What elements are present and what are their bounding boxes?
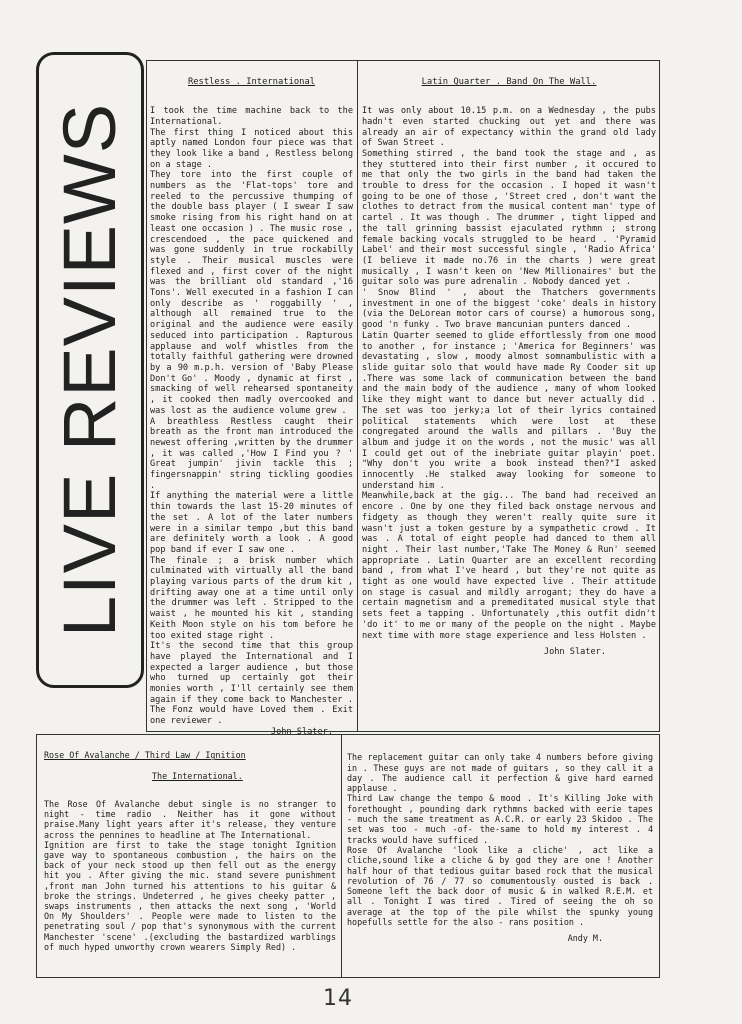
review-rose-body: The Rose Of Avalanche debut single is no stranger to night - time radio . Neither has it gone without praise.Many light years after it's release, they venture across the pennines to headline at The International. Ignition are first to take the stage tonight Ignition gave way to spontaneous combustion , the hairs on the back of your neck stood up then fell out as the energy hit you . After giving the mic. stand severe punishment ,front man John turned his attentions to his guitar & broke the strings. Undeterred , he gives cheeky patter , swaps instruments , then attacks the next song , 'World On My Shoulders' . People were made to listen to the penetrating soul / pop that's synonymous with the current Manchester 'scene' .(excluding the bastardized warblings of much hyped unworthy crown wearers Simply Red) . xyxy=(44,799,336,952)
review-rose-part-two xyxy=(347,742,653,974)
review-restless-title: Restless . International xyxy=(187,76,316,87)
live-reviews-label: LIVE REVIEWS xyxy=(48,102,131,638)
review-restless-body: I took the time machine back to the International. The first thing I noticed about this aptly named London four piece was that they look like a band , Restless belong on a stage . They tore into the first couple of numbers as the 'Flat-tops' tore and reeled to the percussive thumping of the double bass player ( I swear I saw smoke rising from his right hand on at least one occasion ) . The music rose , crescendoed , the pace quickened and was gone suddenly in true rockabilly style . Their musical muscles were flexed and , first cover of the night was the brilliant old standard ,'16 Tons'. Well executed in a fashion I can only describe as ' roggabilly ' , although all remained true to the original and the audience were easily seduced into participation . Rapturous applause and wolf whistles from the totally faithful gathering were drowned by a 90 m.p.h. version of 'Baby Please Don't Go' . Moody , dynamic at first , smacking of well rehearsed spontaneity , it cooked then madly overcooked and was lost as the audience volume grew . A breathless Restless caught their breath as the front man introduced the newest offering ,written by the drummer , it was called ,'How I Find you ? ' Great jumpin' jivin tackle this ; fingersnappin' string tickling goodies . If anything the material were a little thin towards the last 15-20 minutes of the set . A lot of the later numbers were in a similar tempo ,but this band are definitely worth a look . A good pop band if ever I saw one . The finale ; a brisk number which culminated with virtually all the band playing various parts of the drum kit , drifting away one at a time until only the drummer was left . Stripped to the waist , he mounted his kit , standing Keith Moon style on his tom before he too exited stage right . It's the second time that this group have played the International and I expected a larger audience , but those who turned up certainly got their monies worth , I'll certainly see them again if they come back to Manchester . The Fonz would have Loved them . Exit one reviewer . xyxy=(150,106,353,727)
review-rose-author: Andy M. xyxy=(567,933,603,944)
review-latin-quarter xyxy=(362,66,656,728)
live-reviews-banner xyxy=(36,52,144,688)
review-latin-quarter-author: John Slater. xyxy=(543,647,606,658)
review-latin-quarter-body: It was only about 10.15 p.m. on a Wednesday , the pubs hadn't even started chucking out yet and there was already an air of expectancy within the grand old lady of Swan Street . Something stirred , the band took the stage and , as they stuttered into their first number , it occured to me that only the two girls in the band had taken the trouble to dress for the occasion . I hoped it wasn't going to be one of those , 'Street cred , don't want the clothes to detract from the musical content man' type of cartel . It was though . The drummer , tight lipped and the tall grinning bassist ejaculated rythmn ; strong female backing vocals struggled to be heard . 'Pyramid Label' and their most successful single , 'Radio Africa' (I believe it made no.76 in the charts ) were great musically , I wasn't keen on 'New Millionaires' but the guitar solo was pure adrenalin . Nobody danced yet . ' Snow Blind ' , about the Thatchers governments investment in one of the biggest 'coke' deals in history (via the DeLorean motor cars of course) a humorous song, good 'n funky . Two brave mancunian punters danced . Latin Quarter seemed to glide effortlessly from one mood to another , for instance ; 'America for Beginners' was devastating , slow , moody almost somnambulistic with a slide guitar solo that would have made Ry Cooder sit up .There was some lack of communication between the band and the main body of the audience , many of whom looked like they might want to dance but never actually did . The set was too jerky;a lot of their lyrics contained political statements which were lost at these congregated around the walls and pillars . 'Buy the album and judge it on the words , not the music' was all I could get out of the inebriate guitar playin' poet. "Why don't you write a book instead then?"I asked innocently .He stalked away looking for someone to understand him . Meanwhile,back at the gig... The band had received an encore . One by one they filed back onstage nervous and fidgety as though they weren't really quite sure it wasn't just a token gesture by a sympathetic crowd . It was . A total of eight people had danced to them all night . Their last number,'Take The Money & Run' seemed appropriate . Latin Quarter are an excellent recording band , from what I've heard , but they're not quite as tight as one would have expected live . Their attitude on stage is casual and mildly arrogant; they do have a certain magnetism and a premeditated musical style that sets feet a tapping . Unfortunately ,this outfit didn't 'do it' to me or many of the people on the night . Maybe next time with more stage experience and less Holsten . xyxy=(362,106,656,641)
review-latin-quarter-title: Latin Quarter . Band On The Wall. xyxy=(421,76,597,87)
review-rose-part-one xyxy=(44,740,336,974)
review-rose-body-continued: The replacement guitar can only take 4 numbers before giving in . These guys are not made of guitars , so they call it a day . The audience call it perfection & give hard earned applause . Third Law change the tempo & mood . It's Killing Joke with forethought , pounding dark rythmns backed with eerie tapes - much the same treatment as A.C.R. or early 23 Skidoo . The set was too - much -of- the-same to hold my interest . 4 tracks would have sufficed . Rose Of Avalanche 'look like a cliche' , act like a cliche,sound like a cliche & by god they are one ! Another half hour of that tedious guitar based rock that the musical revolution of 76 / 77 so comumentously ousted is back . Someone left the back door of music & in walked R.E.M. et all . Tonight I was tired . Tired of seeing the oh so average at the top of the pile whilst the spunky young hopefulls settle for the also - rans position . xyxy=(347,752,653,928)
column-divider xyxy=(357,60,358,732)
page-number: 14 xyxy=(323,986,353,1011)
review-rose-title: Rose Of Avalanche / Third Law / Ignition xyxy=(44,750,246,761)
review-rose-venue: The International. xyxy=(152,770,243,781)
review-restless xyxy=(150,66,353,737)
bottom-column-divider xyxy=(341,734,342,978)
review-restless-author: John Slater. xyxy=(270,726,333,737)
